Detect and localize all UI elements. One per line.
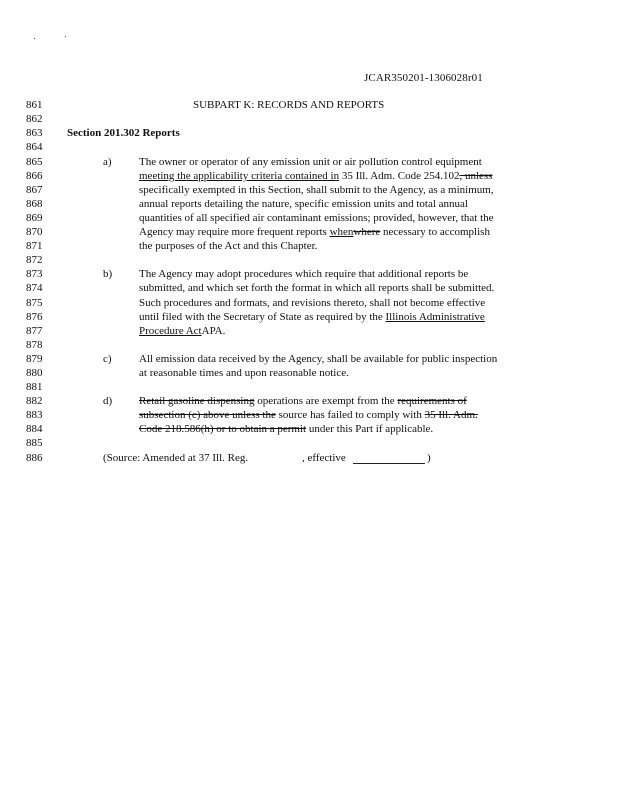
paragraph-label: b): [103, 268, 113, 280]
paragraph-text: until filed with the Secretary of State as required by the: [139, 311, 386, 323]
paragraph-text: operations are exempt from the: [254, 395, 398, 407]
line-number: 870: [26, 226, 43, 238]
line-number: 886: [26, 452, 43, 464]
line-number: 884: [26, 423, 43, 435]
source-note-text: (Source: Amended at 37 Ill. Reg.: [103, 452, 249, 464]
line-number: 885: [26, 437, 43, 449]
line-number: 862: [26, 113, 43, 125]
paragraph-text: Agency may require more frequent reports: [139, 226, 330, 238]
section-heading: Section 201.302 Reports: [67, 127, 180, 139]
line-number: 883: [26, 409, 43, 421]
line-number: 865: [26, 156, 43, 168]
line-number: 877: [26, 325, 43, 337]
scan-speck: [34, 38, 35, 39]
line-number: 875: [26, 297, 43, 309]
paragraph-text: annual reports detailing the nature, specific emission units and total annual: [139, 198, 468, 210]
line-number: 869: [26, 212, 43, 224]
line-number: 861: [26, 99, 43, 111]
paragraph-label: d): [103, 395, 113, 407]
paragraph-text: All emission data received by the Agency, shall be available for public inspection: [139, 353, 498, 365]
paragraph-text: APA.: [201, 325, 226, 337]
inserted-text: Illinois Administrative: [385, 311, 485, 323]
paragraph-text: the purposes of the Act and this Chapter.: [139, 240, 318, 252]
source-note-close: ): [427, 452, 431, 464]
source-note-effective: , effective: [302, 452, 346, 464]
inserted-text: Procedure Act: [139, 325, 202, 337]
paragraph-text: quantities of all specified air contaminant emissions; provided, however, that the: [139, 212, 494, 224]
paragraph-text: at reasonable times and upon reasonable notice.: [139, 367, 349, 379]
inserted-text: when: [329, 226, 354, 238]
deleted-text: Code 218.586(h) or to obtain a permit: [139, 423, 307, 435]
line-number: 876: [26, 311, 43, 323]
paragraph-text: submitted, and which set forth the format in which all reports shall be submitted.: [139, 282, 495, 294]
paragraph-label: a): [103, 156, 112, 168]
line-number: 882: [26, 395, 43, 407]
paragraph-text: under this Part if applicable.: [306, 423, 434, 435]
paragraph-text: necessary to accomplish: [380, 226, 490, 238]
paragraph-text: source has failed to comply with: [275, 409, 425, 421]
line-number: 874: [26, 282, 43, 294]
deleted-text: Retail gasoline dispensing: [139, 395, 255, 407]
paragraph-text: The Agency may adopt procedures which require that additional reports be: [139, 268, 469, 280]
line-number: 880: [26, 367, 43, 379]
deleted-text: , unless: [459, 170, 493, 182]
deleted-text: 35 Ill. Adm.: [424, 409, 478, 421]
deleted-text: subsection (c) above unless the: [139, 409, 276, 421]
scan-speck: [65, 36, 66, 37]
line-number: 878: [26, 339, 43, 351]
line-number: 879: [26, 353, 43, 365]
line-number: 866: [26, 170, 43, 182]
line-number: 867: [26, 184, 43, 196]
deleted-text: where: [353, 226, 381, 238]
line-number: 873: [26, 268, 43, 280]
deleted-text: requirements of: [397, 395, 467, 407]
line-number: 863: [26, 127, 43, 139]
paragraph-text: 35 Ill. Adm. Code 254.102: [339, 170, 460, 182]
paragraph-label: c): [103, 353, 112, 365]
effective-date-blank: [353, 451, 425, 464]
line-number: 868: [26, 198, 43, 210]
line-number: 881: [26, 381, 43, 393]
inserted-text: meeting the applicability criteria contained in: [139, 170, 340, 182]
subpart-heading: SUBPART K: RECORDS AND REPORTS: [193, 99, 385, 111]
document-id: JCAR350201-1306028r01: [364, 72, 483, 84]
line-number: 864: [26, 141, 43, 153]
paragraph-text: Such procedures and formats, and revisions thereto, shall not become effective: [139, 297, 486, 309]
line-number: 871: [26, 240, 43, 252]
line-number: 872: [26, 254, 43, 266]
paragraph-text: specifically exempted in this Section, shall submit to the Agency, as a minimum,: [139, 184, 494, 196]
paragraph-text: The owner or operator of any emission unit or air pollution control equipment: [139, 156, 482, 168]
